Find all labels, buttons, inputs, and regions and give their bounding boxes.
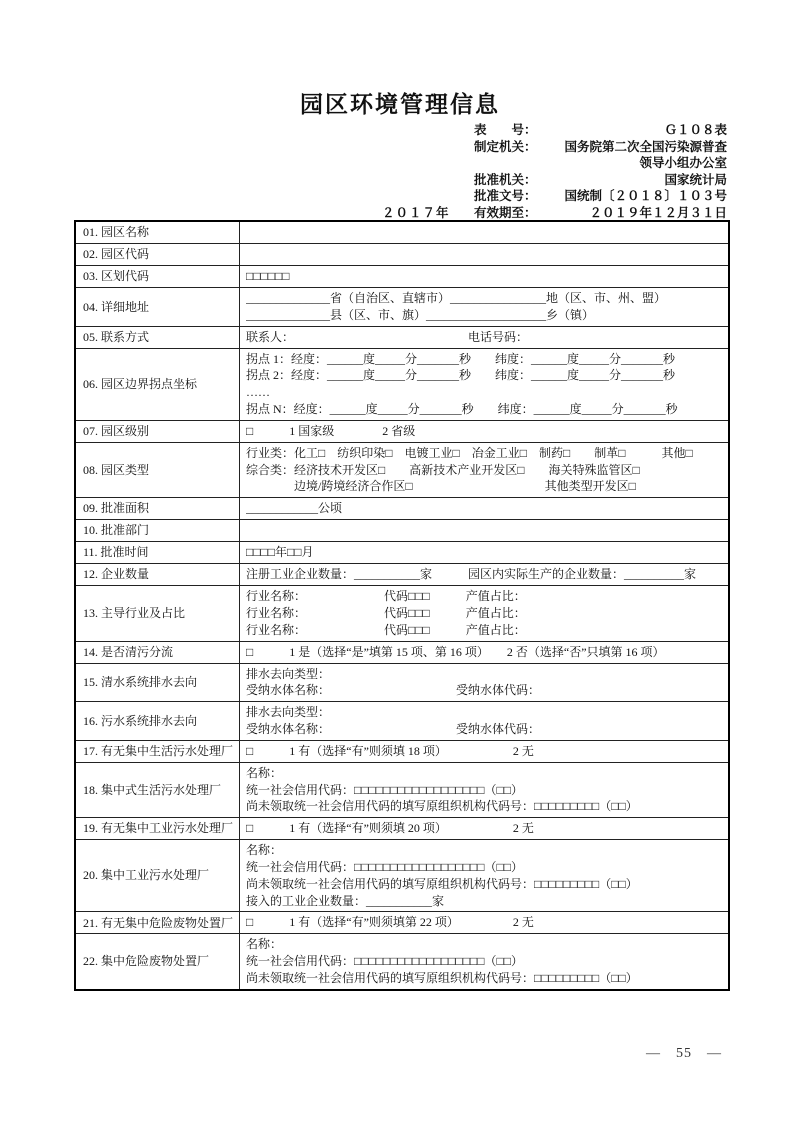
row-line: □□□□年□□月 (246, 545, 314, 560)
meta-row (382, 155, 727, 172)
meta-year (382, 155, 474, 172)
row-line: 边境/跨境经济合作区□ 其他类型开发区□ (246, 479, 636, 494)
row-content (240, 934, 728, 988)
row-line: 拐点 1：经度：______度_____分_______秒 纬度：______度_____分_______秒 (246, 351, 676, 366)
row-line: 排水去向类型： (246, 705, 331, 720)
row-line: 行业名称： 代码□□□ 产值占比： (246, 622, 526, 637)
row-content (240, 520, 728, 541)
row-line: 尚未领取统一社会信用代码的填写原组织机构代码号：□□□□□□□□□（□□） (246, 799, 638, 814)
row-label: 08. 园区类型 (76, 443, 240, 497)
meta-value: ２０１９年１２月３１日 (589, 205, 727, 220)
row-label: 13. 主导行业及占比 (76, 586, 240, 640)
row-content (240, 288, 728, 326)
row-line: ____________公顷 (246, 501, 343, 516)
meta-value: 国务院第二次全国污染源普查 (564, 139, 727, 154)
row-line: □ 1 是（选择“是”填第 15 项、第 16 项） 2 否（选择“否”只填第 16 项） (246, 644, 665, 659)
form-meta-block (382, 122, 727, 221)
row-line: 接入的工业企业数量：___________家 (246, 893, 445, 908)
table-row (76, 222, 728, 243)
table-row (76, 663, 728, 702)
row-line: 注册工业企业数量：___________家 园区内实际生产的企业数量：__________家 (246, 567, 697, 582)
row-line: 联系人： 电话号码： (246, 329, 529, 344)
table-row (76, 420, 728, 442)
row-line (246, 522, 724, 539)
row-label: 03. 区划代码 (76, 266, 240, 287)
row-line: 受纳水体名称： 受纳水体代码： (246, 721, 541, 736)
row-label: 16. 污水系统排水去向 (76, 702, 240, 740)
row-label: 12. 企业数量 (76, 564, 240, 585)
table-row (76, 348, 728, 420)
row-content (240, 702, 728, 740)
meta-row (382, 122, 727, 139)
table-row (76, 519, 728, 541)
table-row (76, 740, 728, 762)
table-row (76, 817, 728, 839)
table-row (76, 762, 728, 817)
row-line: 统一社会信用代码：□□□□□□□□□□□□□□□□□□（□□） (246, 954, 523, 969)
row-label: 02. 园区代码 (76, 244, 240, 265)
row-label: 06. 园区边界拐点坐标 (76, 349, 240, 420)
table-row (76, 287, 728, 326)
table-row (76, 911, 728, 933)
table-row (76, 442, 728, 497)
row-content (240, 498, 728, 519)
row-content (240, 664, 728, 702)
table-row (76, 541, 728, 563)
meta-row (382, 172, 727, 189)
row-line (246, 224, 724, 241)
row-label: 19. 有无集中工业污水处理厂 (76, 818, 240, 839)
row-line: 统一社会信用代码：□□□□□□□□□□□□□□□□□□（□□） (246, 782, 523, 797)
table-row (76, 839, 728, 911)
row-label: 21. 有无集中危险废物处置厂 (76, 912, 240, 933)
row-line (246, 246, 724, 263)
table-row (76, 641, 728, 663)
row-line: …… (246, 385, 270, 400)
row-line: 综合类：经济技术开发区□ 高新技术产业开发区□ 海关特殊监管区□ (246, 462, 640, 477)
row-line: □ 1 有（选择“有”则须填第 22 项） 2 无 (246, 915, 534, 930)
row-line: ______________省（自治区、直辖市）________________地（区、市、州、盟） (246, 291, 667, 305)
row-line: □□□□□□ (246, 269, 290, 284)
row-label: 14. 是否清污分流 (76, 642, 240, 663)
row-line: 排水去向类型： (246, 666, 331, 681)
row-line: 名称： (246, 937, 283, 952)
meta-year (382, 122, 474, 139)
row-label: 11. 批准时间 (76, 542, 240, 563)
row-label: 17. 有无集中生活污水处理厂 (76, 741, 240, 762)
meta-label: 制定机关： (474, 139, 537, 154)
meta-year (382, 188, 474, 205)
table-row (76, 701, 728, 740)
meta-label (474, 155, 558, 172)
meta-label: 批准机关： (474, 172, 537, 187)
page-number: — 55 — (646, 1046, 722, 1061)
row-line: □ 1 有（选择“有”则须填 18 项） 2 无 (246, 743, 534, 758)
row-content (240, 763, 728, 817)
row-line: 行业名称： 代码□□□ 产值占比： (246, 605, 526, 620)
row-content (240, 222, 728, 243)
row-label: 10. 批准部门 (76, 520, 240, 541)
meta-year (382, 172, 474, 189)
row-content (240, 542, 728, 563)
row-label: 15. 清水系统排水去向 (76, 664, 240, 702)
meta-label: 有效期至： (474, 205, 537, 220)
meta-year: ２０１７年 (382, 205, 450, 220)
table-row (76, 933, 728, 988)
row-content (240, 244, 728, 265)
row-line: 行业类：化工□ 纺织印染□ 电镀工业□ 冶金工业□ 制药□ 制革□ 其他□ (246, 445, 693, 460)
table-row (76, 563, 728, 585)
row-content (240, 912, 728, 933)
row-label: 05. 联系方式 (76, 327, 240, 348)
row-line: ______________县（区、市、旗）____________________乡（镇） (246, 307, 595, 322)
row-label: 18. 集中式生活污水处理厂 (76, 763, 240, 817)
meta-value: 国家统计局 (664, 172, 727, 187)
row-line: 拐点 N：经度：______度_____分_______秒 纬度：______度_____分_______秒 (246, 401, 678, 416)
row-label: 01. 园区名称 (76, 222, 240, 243)
row-line: 尚未领取统一社会信用代码的填写原组织机构代码号：□□□□□□□□□（□□） (246, 970, 638, 985)
table-row (76, 585, 728, 640)
table-row (76, 326, 728, 348)
row-label: 22. 集中危险废物处置厂 (76, 934, 240, 988)
table-row (76, 265, 728, 287)
row-line: □ 1 国家级 2 省级 (246, 423, 416, 438)
meta-value: 国统制〔２０１８〕１０３号 (564, 189, 727, 203)
meta-label: 表 号： (474, 123, 537, 137)
row-label: 20. 集中工业污水处理厂 (76, 840, 240, 911)
table-row (76, 497, 728, 519)
row-content (240, 818, 728, 839)
row-line: 受纳水体名称： 受纳水体代码： (246, 683, 541, 698)
row-content (240, 421, 728, 442)
meta-row (382, 205, 727, 222)
form-table (74, 220, 730, 991)
row-content (240, 642, 728, 663)
meta-label: 批准文号： (474, 189, 537, 203)
meta-row (382, 188, 727, 205)
row-label: 04. 详细地址 (76, 288, 240, 326)
form-title: 园区环境管理信息 (300, 91, 500, 117)
row-content (240, 266, 728, 287)
row-line: 统一社会信用代码：□□□□□□□□□□□□□□□□□□（□□） (246, 859, 523, 874)
table-row (76, 243, 728, 265)
row-content (240, 443, 728, 497)
row-label: 07. 园区级别 (76, 421, 240, 442)
meta-value: Ｇ１０８表 (664, 123, 727, 137)
meta-year (382, 139, 474, 156)
row-line: 尚未领取统一社会信用代码的填写原组织机构代码号：□□□□□□□□□（□□） (246, 876, 638, 891)
row-line: □ 1 有（选择“有”则须填 20 项） 2 无 (246, 821, 534, 836)
row-content (240, 564, 728, 585)
row-line: 名称： (246, 843, 283, 858)
row-content (240, 586, 728, 640)
row-content (240, 840, 728, 911)
row-label: 09. 批准面积 (76, 498, 240, 519)
row-line: 名称： (246, 765, 283, 780)
row-content (240, 741, 728, 762)
meta-value: 领导小组办公室 (639, 156, 727, 170)
row-line: 行业名称： 代码□□□ 产值占比： (246, 589, 526, 604)
row-content (240, 327, 728, 348)
row-content (240, 349, 728, 420)
meta-row (382, 139, 727, 156)
row-line: 拐点 2：经度：______度_____分_______秒 纬度：______度_____分_______秒 (246, 368, 676, 383)
